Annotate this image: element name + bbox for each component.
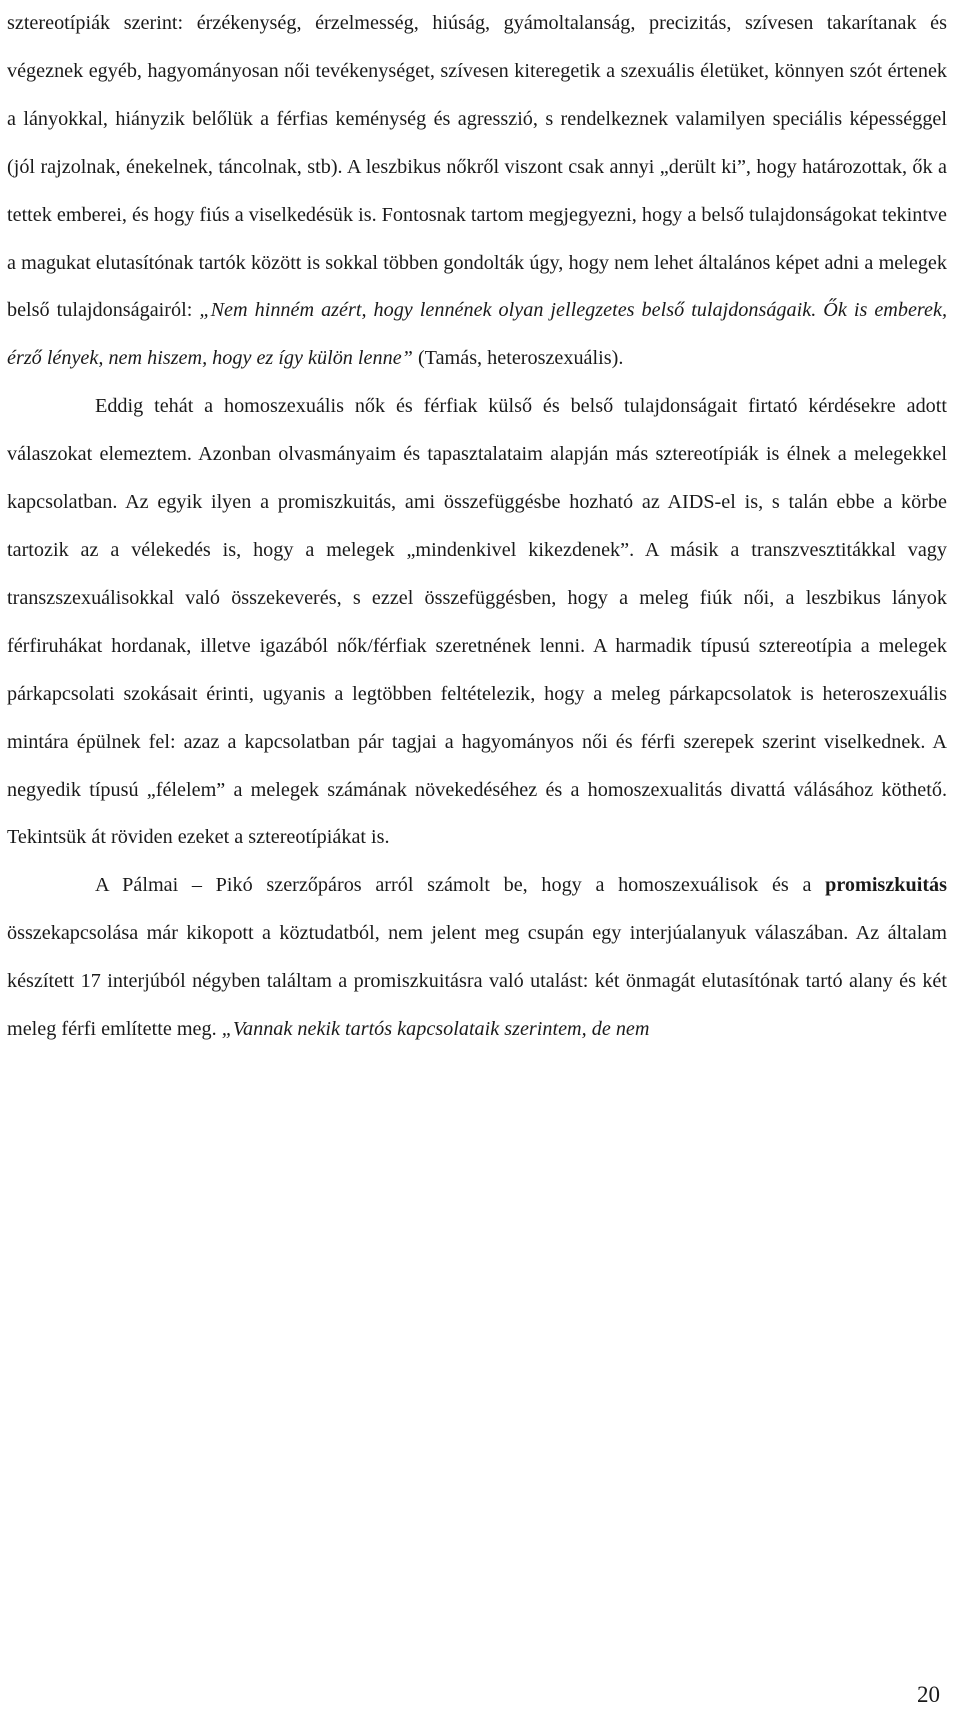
paragraph-1: [7, 0, 947, 383]
body-text: [7, 0, 947, 1054]
italic-quote: „Vannak nekik tartós kapcsolataik szerintem, de nem: [221, 1018, 650, 1041]
paragraph-3: [7, 862, 947, 1054]
text-run: A Pálmai – Pikó szerzőpáros arról számolt be, hogy a homoszexuálisok és a: [95, 874, 826, 897]
text-run: Eddig tehát a homoszexuális nők és férfiak külső és belső tulajdonságait firtató kérdésekre adott válaszokat elemeztem. Azonban olvasmányaim és tapasztalataim alapján más sztereotípiák is élnek a melegekkel kapcsolatban. Az egyik ilyen a promiszkuitás, ami összefüggésbe hozható az AIDS-el is, s talán ebbe a körbe tartozik az a vélekedés is, hogy a melegek „mindenkivel kikezdenek”. A másik a transzvesztitákkal vagy transzszexuálisokkal való összekeverés, s ezzel összefüggésben, hogy a meleg fiúk női, a leszbikus lányok férfiruhákat hordanak, illetve igazából nők/férfiak szeretnének lenni. A harmadik típusú sztereotípia a melegek párkapcsolati szokásait érinti, ugyanis a legtöbben feltételezik, hogy a meleg párkapcsolatok is heteroszexuális mintára épülnek fel: azaz a kapcsolatban pár tagjai a hagyományos női és férfi szerepek szerint viselkednek. A negyedik típusú „félelem” a melegek számának növekedéséhez és a homoszexualitás divattá válásához köthető. Tekintsük át röviden ezeket a sztereotípiákat is.: [7, 395, 947, 849]
text-run: (Tamás, heteroszexuális).: [412, 347, 624, 370]
paragraph-2: [7, 383, 947, 862]
bold-term: promiszkuitás: [825, 874, 947, 897]
italic-quote: „Nem hinném azért, hogy lennének olyan jellegzetes belső tulajdonságaik. Ők is emberek, érző lények, nem hiszem, hogy ez így külön lenne”: [7, 299, 947, 370]
page-number: 20: [917, 1682, 940, 1707]
text-run: összekapcsolása már kikopott a köztudatból, nem jelent meg csupán egy interjúalanyuk válaszában. Az általam készített 17 interjúból négyben találtam a promiszkuitásra való utalást: két önmagát elutasítónak tartó alany és két meleg férfi említette meg.: [7, 922, 947, 1041]
text-run: sztereotípiák szerint: érzékenység, érzelmesség, hiúság, gyámoltalanság, precizitás, szívesen takarítanak és végeznek egyéb, hagyományosan női tevékenységet, szívesen kiteregetik a szexuális életüket, könnyen szót értenek a lányokkal, hiányzik belőlük a férfias keménység és agresszió, s rendelkeznek valamilyen speciális képességgel (jól rajzolnak, énekelnek, táncolnak, stb). A leszbikus nőkről viszont csak annyi „derült ki”, hogy határozottak, ők a tettek emberei, és hogy fiús a viselkedésük is. Fontosnak tartom megjegyezni, hogy a belső tulajdonságokat tekintve a magukat elutasítónak tartók között is sokkal többen gondolták úgy, hogy nem lehet általános képet adni a melegek belső tulajdonságairól:: [7, 12, 947, 322]
